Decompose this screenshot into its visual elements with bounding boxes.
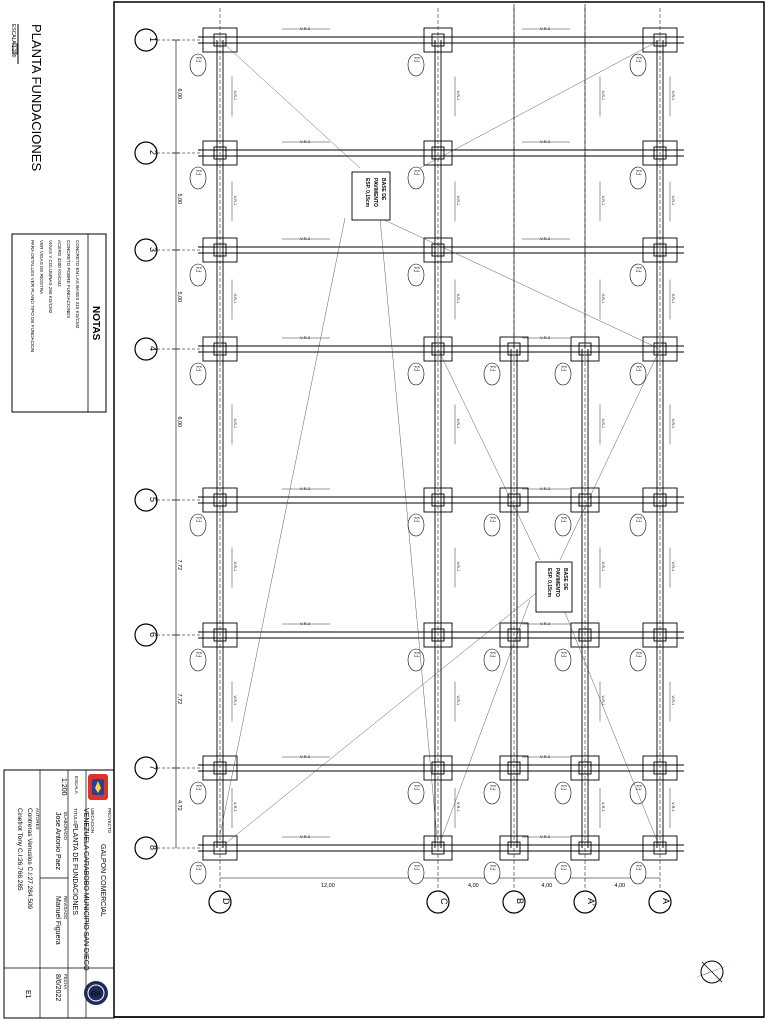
- beam-tag-v: V-R-1: [233, 195, 237, 206]
- beam-tag: V-R-2: [300, 486, 311, 491]
- titulo-value: PLANTA DE FUNDACIONES: [71, 824, 78, 915]
- footing-tag-label: F-2: [489, 652, 493, 658]
- footing-tag-label: F-2: [635, 785, 639, 791]
- beam-tag: V-R-2: [540, 26, 551, 31]
- construction-line: [420, 40, 660, 168]
- grid-col-label: A: [661, 898, 671, 905]
- construction-line: [220, 218, 345, 835]
- notes-box: [12, 234, 106, 412]
- footing-tag-label: F-1: [492, 652, 496, 658]
- ubicacion-value: VENEZUELA CARABOBO MUNICIPIO SAN DIEGO: [82, 808, 89, 971]
- footing-tag-label: F-1: [198, 366, 202, 372]
- footing-tag-label: F-2: [413, 57, 417, 63]
- footing-tag-label: F-1: [563, 652, 567, 658]
- autores-label: AUTORES: [35, 808, 40, 830]
- footing-tag-label: F-1: [198, 865, 202, 871]
- footing-tag-label: F-1: [198, 170, 202, 176]
- notes-line: VER VIGAS DE RIOSTRA: [39, 240, 44, 295]
- beam-tag-v: V-R-1: [601, 195, 605, 206]
- beam-tag: V-R-2: [300, 754, 311, 759]
- footing-tag-label: F-1: [638, 865, 642, 871]
- pavement-note-line: ESP. 0,15cm: [546, 568, 552, 598]
- footing-tag-label: F-1: [198, 517, 202, 523]
- row-spacing-label: 6,00: [176, 416, 182, 428]
- beam-tag-v: V-R-1: [456, 195, 460, 206]
- footing-tag-label: F-2: [195, 57, 199, 63]
- footing-tag-label: F-1: [416, 57, 420, 63]
- footing-tag-label: F-1: [416, 170, 420, 176]
- sheet-title: PLANTA FUNDACIONES: [29, 24, 44, 172]
- construction-line: [380, 218, 660, 349]
- beam-tag-v: V-R-1: [233, 90, 237, 101]
- university-logo: [88, 774, 108, 800]
- grid-row-label: 5: [148, 497, 158, 503]
- footing-tag-label: F-1: [198, 785, 202, 791]
- beam-tag-v: V-R-1: [671, 561, 675, 572]
- beam-tag-v: V-R-1: [456, 802, 460, 812]
- beam-tag-v: V-R-1: [601, 695, 605, 706]
- beam-tag-v: V-R-1: [671, 195, 675, 206]
- beam-tag-v: V-R-1: [671, 90, 675, 101]
- beam-tag: V-R-2: [540, 139, 551, 144]
- beam-tag-v: V-R-1: [601, 293, 605, 304]
- beam-tag: V-R-2: [540, 486, 551, 491]
- footing-tag-label: F-2: [413, 785, 417, 791]
- construction-line: [220, 590, 540, 848]
- footing-tag-label: F-2: [560, 785, 564, 791]
- footing-tag-label: F-2: [195, 517, 199, 523]
- beam-tag: V-R-2: [540, 834, 551, 839]
- beam-tag-v: V-R-1: [456, 695, 460, 706]
- beam-tag-v: V-R-1: [233, 418, 237, 429]
- construction-line: [220, 40, 360, 168]
- beam-tag-v: V-R-1: [233, 561, 237, 572]
- faculty-seal-icon: [84, 981, 108, 1005]
- footing-tag-label: F-2: [489, 366, 493, 372]
- beam-tag-v: V-R-1: [601, 561, 605, 572]
- col-spacing-label: 4,00: [468, 883, 479, 889]
- footing-tag-label: F-1: [638, 366, 642, 372]
- footing-tag-label: F-1: [492, 366, 496, 372]
- footing-tag-label: F-2: [195, 366, 199, 372]
- grid-row-label: 8: [148, 845, 158, 851]
- footing-tag-label: F-2: [195, 785, 199, 791]
- fecha-label: FECHA: [63, 974, 68, 990]
- beam-tag: V-R-2: [300, 335, 311, 340]
- escala-value: 1:200: [60, 778, 67, 796]
- notes-title: NOTAS: [90, 306, 101, 341]
- notes-line: ACERO 4200 KG/CM2: [57, 240, 62, 287]
- ubicacion-label: UBICACION: [90, 808, 95, 834]
- footing-tag-label: F-2: [635, 865, 639, 871]
- grid-col-label: D: [221, 898, 231, 905]
- beam-tag-v: V-R-1: [456, 561, 460, 572]
- footing-tag-label: F-2: [489, 517, 493, 523]
- footing-tag-label: F-2: [195, 652, 199, 658]
- row-spacing-label: 7,72: [176, 693, 182, 705]
- beam-tag: V-R-2: [300, 26, 311, 31]
- title-block: [4, 770, 114, 1018]
- beam-tag: V-R-2: [540, 754, 551, 759]
- autor-1: Contreras Venuslos C.I:27.284.509: [26, 808, 33, 910]
- footing-tag-label: F-2: [489, 785, 493, 791]
- north-arrow-icon: [694, 961, 732, 983]
- footing-tag-label: F-1: [416, 785, 420, 791]
- col-spacing-label: 4,00: [614, 883, 626, 889]
- beam-tag-v: V-R-1: [601, 802, 605, 812]
- notes-line: PARA DETALLES VER PLANO TIPO DE FUNDACION: [30, 240, 35, 353]
- beam-tag-v: V-R-1: [671, 293, 675, 304]
- beam-tag-v: V-R-1: [671, 695, 675, 706]
- footing-tag-label: F-2: [560, 366, 564, 372]
- titulo-label: TITULO: [73, 808, 78, 825]
- grid-col-label: C: [439, 898, 449, 905]
- footing-tag-label: F-2: [413, 170, 417, 176]
- escala-label: ESCALA: [74, 776, 79, 794]
- footing-tag-label: F-1: [563, 366, 567, 372]
- proyecto-label: PROYECTO: [107, 808, 112, 834]
- footing-tag-label: F-1: [198, 57, 202, 63]
- row-spacing-label: 6,00: [176, 88, 182, 100]
- footing-tag-label: F-1: [638, 267, 642, 273]
- footing-tag-label: F-2: [413, 267, 417, 273]
- footing-tag-label: F-1: [563, 517, 567, 523]
- row-spacing-label: 7,72: [176, 559, 182, 571]
- footing-tag-label: F-2: [635, 366, 639, 372]
- beam-tag-v: V-R-1: [601, 90, 605, 101]
- proyecto-value: GALPON COMERCIAL: [99, 844, 106, 917]
- beam-tag-v: V-R-1: [456, 293, 460, 304]
- footing-tag-label: F-1: [638, 652, 642, 658]
- row-spacing-label: 5,00: [176, 291, 182, 303]
- beam-tag: V-R-2: [540, 335, 551, 340]
- grid-col-label: B: [515, 898, 525, 905]
- pavement-note-line: PAVIMENTO: [372, 178, 378, 207]
- beam-tag-v: V-R-1: [233, 802, 237, 812]
- row-spacing-label: 5,00: [176, 193, 182, 205]
- construction-line: [380, 218, 438, 848]
- drawing-frame: [114, 2, 764, 1017]
- footing-tag-label: F-2: [635, 652, 639, 658]
- footing-tag-label: F-1: [492, 785, 496, 791]
- footing-tag-label: F-2: [635, 57, 639, 63]
- beam-tag-v: V-R-1: [456, 418, 460, 429]
- revisado-value: Manuel Figuera: [54, 896, 61, 945]
- footing-tag-label: F-2: [635, 267, 639, 273]
- footing-tag-label: F-2: [413, 517, 417, 523]
- footing-tag-label: F-1: [492, 865, 496, 871]
- grid-row-label: 2: [148, 150, 158, 156]
- footing-tag-label: F-1: [638, 170, 642, 176]
- elaborado-value: Jose Antonio Paez: [54, 812, 61, 870]
- lamina-number: E1: [24, 990, 31, 999]
- grid-row-label: 1: [148, 37, 158, 43]
- notes-line: VIGAS Y COLUMNAS 250 KG/CM2: [48, 240, 53, 314]
- footing-tag-label: F-2: [635, 170, 639, 176]
- footing-tag-label: F-2: [195, 170, 199, 176]
- footing-tag-label: F-2: [560, 865, 564, 871]
- notes-line: CONCRETO POBRE FUNDACIONES: [66, 240, 71, 319]
- autor-2: Cinefrot Tony C.I:26.766.285: [16, 808, 23, 891]
- footing-tag-label: F-1: [492, 517, 496, 523]
- revisado-label: REVISADO: [63, 896, 68, 920]
- footing-tag-label: F-1: [416, 366, 420, 372]
- grid-row-label: 7: [148, 765, 158, 771]
- footing-tag-label: F-1: [416, 865, 420, 871]
- beam-tag-v: V-R-1: [456, 90, 460, 101]
- beam-tag: V-R-2: [540, 236, 551, 241]
- footing-tag-label: F-2: [560, 517, 564, 523]
- beam-tag-v: V-R-1: [233, 293, 237, 304]
- footing-tag-label: F-1: [416, 267, 420, 273]
- footing-tag-label: F-1: [563, 785, 567, 791]
- sheet-title-block: [10, 24, 44, 171]
- beam-tag-v: V-R-1: [671, 802, 675, 812]
- beam-tag-v: V-R-1: [233, 695, 237, 706]
- beam-tag: V-R-2: [300, 834, 311, 839]
- grid-row-label: 4: [148, 346, 158, 352]
- fecha-value: 8/6/2022: [54, 974, 61, 1002]
- beam-tag-v: V-R-1: [671, 418, 675, 429]
- col-spacing-label: 12,00: [321, 883, 335, 889]
- beam-tag-v: V-R-1: [601, 418, 605, 429]
- footing-tag-label: F-2: [195, 865, 199, 871]
- footing-tag-label: F-1: [198, 652, 202, 658]
- footing-tag-label: F-1: [638, 785, 642, 791]
- foundation-plan: [135, 4, 684, 913]
- footing-tag-label: F-2: [560, 652, 564, 658]
- beam-tag: V-R-2: [300, 621, 311, 626]
- pavement-note-line: BASE DE: [380, 178, 386, 201]
- beam-tag: V-R-2: [300, 139, 311, 144]
- footing-tag-label: F-1: [416, 652, 420, 658]
- grid-row-label: 3: [148, 247, 158, 253]
- footing-tag-label: F-1: [563, 865, 567, 871]
- col-spacing-label: 4,00: [541, 883, 553, 889]
- footing-tag-label: F-2: [195, 267, 199, 273]
- grid-row-label: 6: [148, 632, 158, 638]
- construction-line: [560, 600, 660, 848]
- sheet-scale-note: ESCALA 1:200: [10, 24, 16, 58]
- footing-tag-label: F-1: [198, 267, 202, 273]
- elaborado-label: ELABORADO: [63, 812, 68, 841]
- notes-line: CONCRETO EN LAS BASES 210 KG/CM2: [75, 240, 80, 329]
- footing-tag-label: F-1: [638, 57, 642, 63]
- beam-tag: V-R-2: [300, 236, 311, 241]
- grid-col-label: A': [586, 898, 596, 906]
- pavement-note-line: ESP. 0,15cm: [364, 178, 370, 208]
- footing-tag-label: F-1: [638, 517, 642, 523]
- footing-tag-label: F-2: [489, 865, 493, 871]
- footing-tag-label: F-1: [416, 517, 420, 523]
- footing-tag-label: F-2: [413, 366, 417, 372]
- svg-text:EM: EM: [91, 992, 100, 998]
- footing-tag-label: F-2: [413, 652, 417, 658]
- pavement-note-line: BASE DE: [562, 568, 568, 591]
- pavement-note-line: PAVIMENTO: [554, 568, 560, 597]
- footing-tag-label: F-2: [635, 517, 639, 523]
- beam-tag: V-R-2: [540, 621, 551, 626]
- row-spacing-label: 4,72: [176, 800, 182, 811]
- footing-tag-label: F-2: [413, 865, 417, 871]
